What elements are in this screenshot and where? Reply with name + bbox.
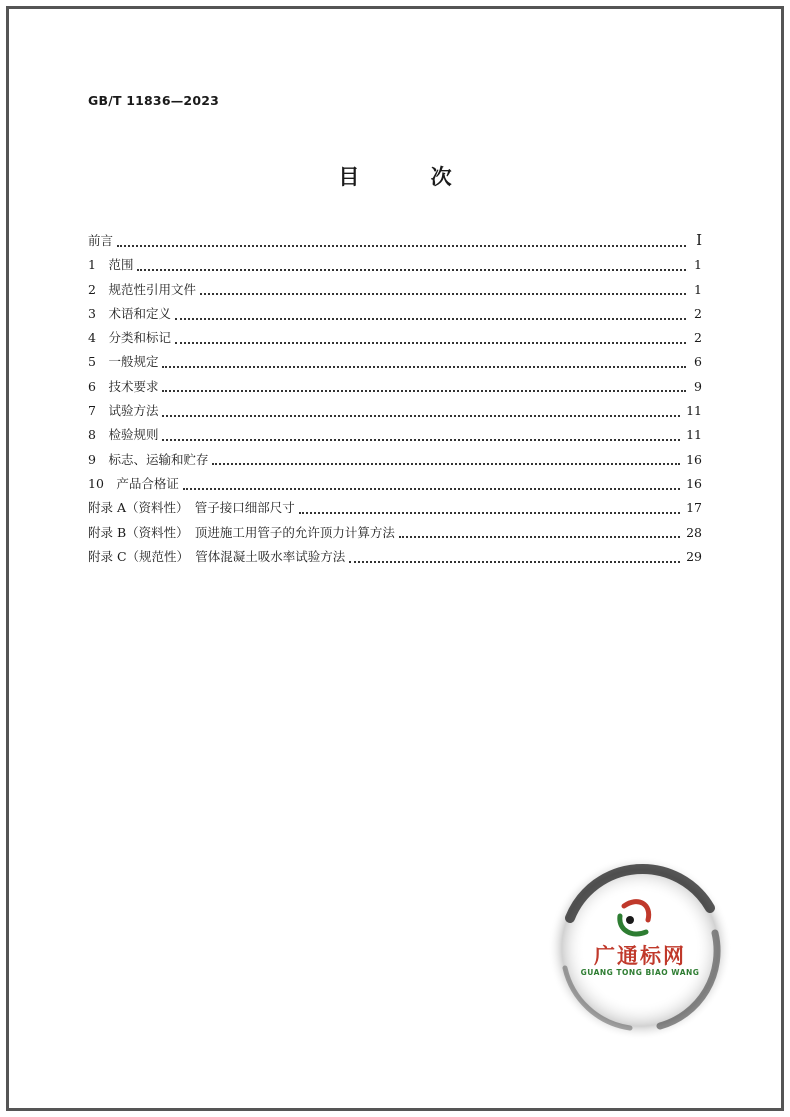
toc-entry-label: 附录 A（资料性） 管子接口细部尺寸 [88,500,295,516]
toc-entry-page: 17 [686,500,702,516]
toc-list [88,231,702,571]
toc-leader-dots [162,414,680,417]
toc-entry-3[interactable] [88,304,702,328]
toc-leader-dots [399,535,680,538]
toc-entry-label: 4 分类和标记 [88,330,171,346]
toc-leader-dots [162,365,686,368]
toc-title: 目 次 [338,165,484,189]
toc-entry-page: 16 [686,475,702,491]
toc-entry-5[interactable] [88,352,702,376]
toc-entry-page: 11 [686,403,702,419]
standard-code: GB/T 11836—2023 [88,93,220,108]
toc-entry-label: 1 范围 [88,257,134,273]
toc-entry-4[interactable] [88,328,702,352]
toc-entry-label: 10 产品合格证 [88,475,179,491]
toc-leader-dots [162,389,686,392]
toc-leader-dots [183,487,680,490]
toc-entry-1[interactable] [88,255,702,279]
toc-entry-6[interactable] [88,377,702,401]
toc-entry-label: 8 检验规则 [88,427,159,443]
toc-leader-dots [137,268,686,271]
toc-leader-dots [117,244,686,247]
toc-entry-page: 29 [686,548,702,564]
toc-entry-page: 2 [694,305,702,321]
toc-entry-page: 9 [694,378,702,394]
toc-entry-page: 1 [694,281,702,297]
toc-entry-page: 11 [686,427,702,443]
toc-leader-dots [299,511,680,514]
toc-entry-label: 附录 B（资料性） 顶进施工用管子的允许顶力计算方法 [88,524,395,540]
toc-entry-7[interactable] [88,401,702,425]
toc-entry-annex-c[interactable] [88,547,702,571]
toc-leader-dots [175,317,686,320]
toc-entry-9[interactable] [88,450,702,474]
watermark-subtitle: GUANG TONG BIAO WANG [580,968,700,977]
toc-leader-dots [175,341,686,344]
toc-entry-label: 前言 [88,233,114,248]
toc-entry-8[interactable] [88,425,702,449]
toc-entry-label: 3 术语和定义 [88,305,171,321]
toc-entry-10[interactable] [88,474,702,498]
toc-entry-label: 附录 C（规范性） 管体混凝土吸水率试验方法 [88,548,346,564]
toc-entry-page: 1 [694,257,702,273]
toc-leader-dots [349,560,680,563]
watermark-name: 广通标网 [594,943,686,968]
toc-entry-label: 6 技术要求 [88,378,159,394]
toc-entry-foreword[interactable] [88,231,702,255]
toc-entry-label: 2 规范性引用文件 [88,281,196,297]
toc-entry-2[interactable] [88,280,702,304]
toc-entry-page: 6 [694,354,702,370]
toc-leader-dots [200,292,686,295]
toc-entry-annex-b[interactable] [88,523,702,547]
toc-leader-dots [212,462,680,465]
toc-entry-label: 7 试验方法 [88,403,159,419]
toc-entry-page: 28 [686,524,702,540]
toc-entry-annex-a[interactable] [88,498,702,522]
toc-entry-label: 9 标志、运输和贮存 [88,451,209,467]
toc-entry-page: Ⅰ [696,231,702,249]
toc-entry-page: 2 [694,330,702,346]
toc-entry-label: 5 一般规定 [88,354,159,370]
toc-entry-page: 16 [686,451,702,467]
toc-leader-dots [162,438,680,441]
